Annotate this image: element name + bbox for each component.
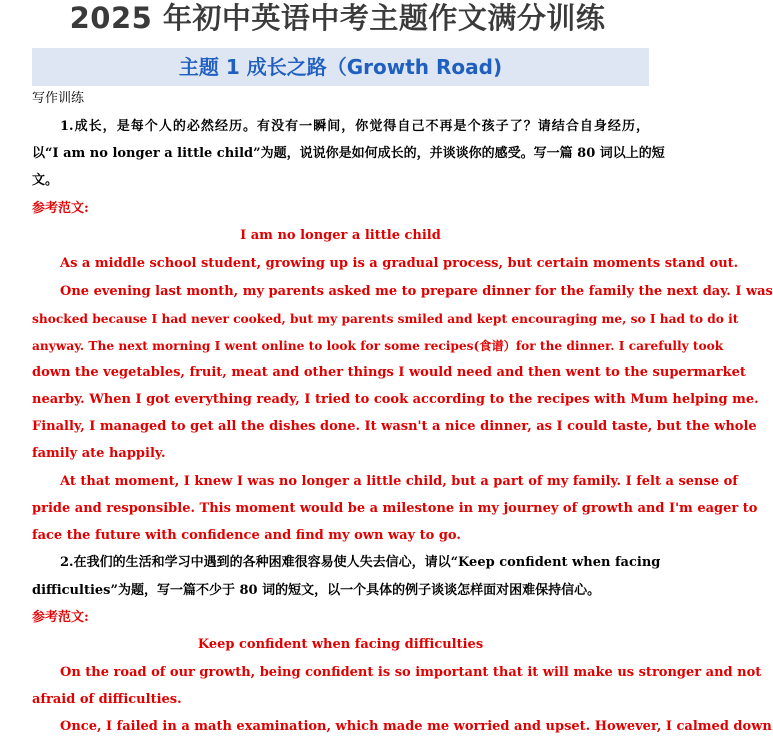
essay1-line: anyway. The next morning I went online to look for some recipes(食谱）for the dinner. I carefully took	[32, 339, 724, 353]
essay1-line: nearby. When I got everything ready, I tried to cook according to the recipes with Mum helping me.	[32, 392, 759, 407]
task2-reference-label: 参考范文:	[32, 610, 89, 625]
essay1-line: family ate happily.	[32, 446, 166, 461]
task1-essay-title: I am no longer a little child	[240, 228, 441, 243]
task2-essay-title: Keep confident when facing difficulties	[197, 637, 484, 652]
section-label: 写作训练	[32, 91, 85, 106]
topic-heading: 主题 1 成长之路（Growth Road)	[32, 48, 649, 86]
essay1-line: face the future with confidence and find my own way to go.	[32, 528, 461, 543]
task2-prompt-line-1: 2.在我们的生活和学习中遇到的各种困难很容易使人失去信心，请以“Keep confident when facing	[60, 555, 661, 570]
essay2-line: Once, I failed in a math examination, which made me worried and upset. However, I calmed down	[60, 719, 772, 734]
task1-reference-label: 参考范文:	[32, 201, 89, 216]
essay1-line: down the vegetables, fruit, meat and other things I would need and then went to the supermarket	[32, 365, 746, 380]
essay1-line: shocked because I had never cooked, but my parents smiled and kept encouraging me, so I had to do it	[32, 312, 739, 326]
essay1-line: At that moment, I knew I was no longer a little child, but a part of my family. I felt a sense of	[60, 474, 738, 489]
essay1-line: Finally, I managed to get all the dishes done. It wasn't a nice dinner, as I could taste, but the whole	[32, 419, 757, 434]
essay2-line: afraid of difficulties.	[32, 692, 182, 707]
task1-prompt-line-3: 文。	[32, 173, 59, 188]
task1-prompt-line-1: 1.成长，是每个人的必然经历。有没有一瞬间，你觉得自己不再是个孩子了？请结合自身经历，	[60, 119, 649, 134]
essay2-line: On the road of our growth, being confident is so important that it will make us stronger and not	[60, 665, 762, 680]
task1-prompt-line-2: 以“I am no longer a little child”为题，说说你是如何成长的，并谈谈你的感受。写一篇 80 词以上的短	[32, 146, 665, 161]
document-title: 2025 年初中英语中考主题作文满分训练	[69, 1, 606, 35]
essay1-line: As a middle school student, growing up is a gradual process, but certain moments stand out.	[60, 256, 739, 271]
essay1-line: One evening last month, my parents asked me to prepare dinner for the family the next day. I was	[60, 284, 773, 299]
task2-prompt-line-2: difficulties”为题，写一篇不少于 80 词的短文，以一个具体的例子谈谈怎样面对困难保持信心。	[32, 583, 601, 598]
essay1-line: pride and responsible. This moment would be a milestone in my journey of growth and I'm eager to	[32, 501, 758, 516]
